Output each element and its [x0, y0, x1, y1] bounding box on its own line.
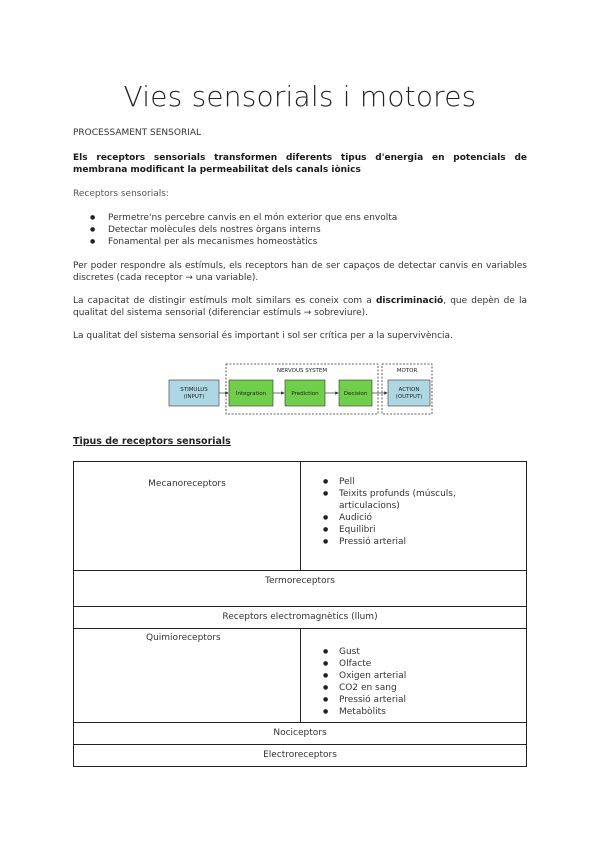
- receptor-types-table: [73, 461, 527, 767]
- list-item: ● CO2 en sang: [323, 682, 486, 694]
- decision-label: Decision: [343, 391, 368, 397]
- section-heading: PROCESSAMENT SENSORIAL: [73, 128, 202, 138]
- chemoreceptors-cell: Quimioreceptors: [74, 629, 301, 723]
- prediction-label: Prediction: [291, 391, 319, 397]
- list-item: ● Metabòlits: [323, 706, 486, 718]
- action-box: [388, 380, 430, 406]
- discrimination-term: discriminació: [375, 296, 444, 306]
- list-item: ● Audició: [323, 512, 486, 524]
- table-row: [74, 723, 527, 745]
- list-item: ● Olfacte: [323, 658, 486, 670]
- action-label: ACTION: [398, 387, 420, 393]
- stimulus-sublabel: (INPUT): [183, 394, 205, 400]
- table-row: [74, 607, 527, 629]
- list-item: ● Permetre'ns percebre canvis en el món exterior que ens envolta: [90, 212, 397, 224]
- nervous-system-label: NERVOUS SYSTEM: [276, 368, 328, 374]
- stimulus-paragraph: Per poder respondre als estímuls, els receptors han de ser capaços de detectar canvis en variables discretes (cada receptor → una variable).: [73, 261, 527, 283]
- list-item: ● Detectar molècules dels nostres òrgans interns: [90, 224, 397, 236]
- page-title: Vies sensorials i motores: [123, 80, 477, 113]
- thermoreceptors-cell: Termoreceptors: [74, 571, 527, 607]
- list-item: ● Pressió arterial: [323, 694, 486, 706]
- chemoreceptors-list: [323, 646, 486, 718]
- nociceptors-cell: Nociceptors: [74, 723, 527, 745]
- table-row: [74, 745, 527, 767]
- nervous-system-diagram: [168, 363, 434, 415]
- stimulus-box: [169, 380, 219, 406]
- action-sublabel: (OUTPUT): [395, 394, 423, 400]
- integration-label: Integration: [235, 391, 267, 397]
- electromagnetic-receptors-cell: Receptors electromagnètics (llum): [74, 607, 527, 629]
- mechanoreceptors-examples-cell: [301, 462, 527, 571]
- table-row: [74, 629, 527, 723]
- discrimination-paragraph: La capacitat de distingir estímuls molt similars es coneix com a discriminació, que depèn de la qualitat del sistema sensorial (diferenciar estímuls → sobreviure).: [73, 296, 527, 318]
- list-item: ● Teixits profunds (músculs, articulacions): [323, 488, 486, 512]
- intro-paragraph: Els receptors sensorials transformen diferents tipus d'energia en potencials de membrana modificant la permeabilitat dels canals iònics: [73, 153, 527, 175]
- list-item: ● Pressió arterial: [323, 536, 486, 548]
- table-heading: Tipus de receptors sensorials: [73, 436, 231, 447]
- quality-paragraph: La qualitat del sistema sensorial és important i sol ser crítica per a la supervivència.: [73, 331, 453, 341]
- table-row: [74, 571, 527, 607]
- list-item: ● Equilibri: [323, 524, 486, 536]
- list-item: ● Pell: [323, 476, 486, 488]
- receptors-label: Receptors sensorials:: [73, 189, 169, 199]
- list-item: ● Fonamental per als mecanismes homeostàtics: [90, 236, 397, 248]
- list-item: ● Gust: [323, 646, 486, 658]
- table-row: [74, 462, 527, 571]
- mechanoreceptors-list: [323, 476, 486, 548]
- diagram-svg: [168, 363, 434, 415]
- list-item: ● Oxigen arterial: [323, 670, 486, 682]
- electroreceptors-cell: Electroreceptors: [74, 745, 527, 767]
- receptor-bullet-list: [90, 212, 397, 248]
- mechanoreceptors-cell: Mecanoreceptors: [74, 462, 301, 571]
- chemoreceptors-examples-cell: [301, 629, 527, 723]
- stimulus-label: STIMULUS: [180, 387, 208, 393]
- motor-label: MOTOR: [396, 368, 418, 374]
